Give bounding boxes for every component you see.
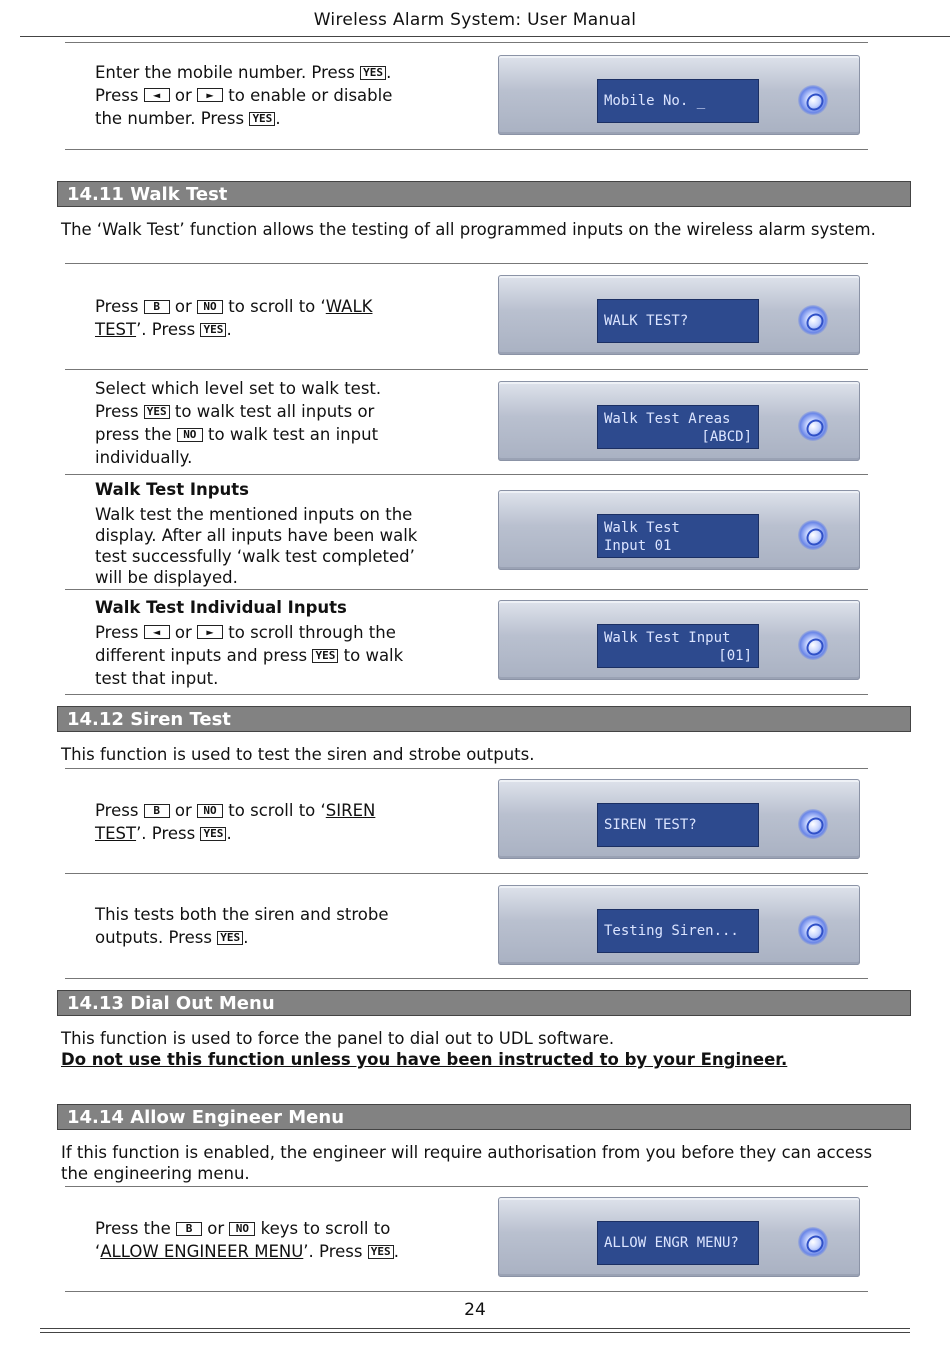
divider — [65, 694, 868, 695]
keypad-display-panel — [498, 885, 860, 965]
step-text: Press — [95, 297, 144, 316]
b-key-icon: B — [144, 804, 170, 818]
step-text: or — [169, 86, 198, 105]
step-text: Press — [95, 623, 144, 642]
menu-name: TEST — [95, 824, 137, 843]
step-title: Walk Test Individual Inputs — [95, 598, 347, 617]
walk-test-step-4 — [95, 596, 435, 690]
wireless-logo-icon — [798, 630, 828, 660]
keypad-display-panel — [498, 779, 860, 859]
menu-name: ALLOW ENGINEER MENU — [100, 1242, 304, 1261]
wireless-logo-icon — [798, 809, 828, 839]
divider — [65, 589, 868, 590]
section-heading-siren-test: 14.12 Siren Test — [57, 706, 911, 732]
section-heading-dial-out-menu: 14.13 Dial Out Menu — [57, 990, 911, 1016]
wireless-logo-icon — [798, 305, 828, 335]
yes-key-icon: YES — [200, 323, 226, 337]
walk-test-step-3 — [95, 479, 435, 588]
yes-key-icon: YES — [200, 827, 226, 841]
step-text: outputs. Press — [95, 928, 218, 947]
menu-name: WALK — [325, 297, 373, 316]
wireless-logo-icon — [798, 411, 828, 441]
step-text: press the — [95, 425, 177, 444]
lcd-screen — [597, 405, 759, 449]
lcd-screen: Mobile No. _ — [597, 79, 759, 123]
allow-engineer-step-1: Press the B or NO keys to scroll to ‘ALLOW ENGINEER MENU’. Press YES . — [95, 1219, 399, 1261]
lcd-line-1: Walk Test — [604, 520, 680, 536]
step-title: Walk Test Inputs — [95, 480, 249, 499]
no-key-icon: NO — [197, 300, 223, 314]
step-text: different inputs and press — [95, 646, 313, 665]
walk-test-intro: The ‘Walk Test’ function allows the testing of all programmed inputs on the wireless alarm system. — [61, 220, 876, 239]
left-arrow-key-icon: ◄ — [144, 625, 170, 639]
walk-test-step-1: Press B or NO to scroll to ‘WALK TEST’. Press YES . — [95, 297, 373, 339]
step-text: to scroll to ‘ — [223, 297, 326, 316]
step-text: Walk test the mentioned inputs on the display. After all inputs have been walk test successfully ‘walk test completed’ will be displayed. — [95, 505, 418, 587]
step-text: to scroll to ‘ — [223, 801, 326, 820]
wireless-logo-icon — [798, 915, 828, 945]
wireless-logo-icon — [798, 85, 828, 115]
dial-out-intro: This function is used to force the panel to dial out to UDL software. — [61, 1029, 615, 1048]
page-number: 24 — [464, 1300, 486, 1320]
divider — [65, 978, 868, 979]
siren-test-step-1: Press B or NO to scroll to ‘SIREN TEST’. Press YES . — [95, 801, 376, 843]
engineer-warning: Do not use this function unless you have been instructed to by your Engineer. — [61, 1050, 788, 1069]
lcd-screen — [597, 514, 759, 558]
step-text: Press the — [95, 1219, 176, 1238]
step-text: individually. — [95, 448, 193, 467]
footer-rule — [40, 1328, 910, 1329]
step-text: ’. Press — [136, 320, 201, 339]
header-rule — [20, 36, 950, 37]
section-heading-allow-engineer-menu: 14.14 Allow Engineer Menu — [57, 1104, 911, 1130]
step-text: the number. Press — [95, 109, 250, 128]
yes-key-icon: YES — [368, 1245, 394, 1259]
page-header-title: Wireless Alarm System: User Manual — [313, 10, 637, 30]
wireless-logo-icon — [798, 1227, 828, 1257]
step-text: to walk test all inputs or — [169, 402, 375, 421]
keypad-display-panel — [498, 600, 860, 680]
keypad-display-panel — [498, 1197, 860, 1277]
step-text: to scroll through the — [223, 623, 396, 642]
siren-test-intro: This function is used to test the siren and strobe outputs. — [61, 745, 535, 764]
lcd-line-2: [ABCD] — [701, 429, 752, 445]
no-key-icon: NO — [229, 1222, 255, 1236]
divider — [65, 369, 868, 370]
step-text: Press — [95, 86, 144, 105]
step-text: or — [169, 801, 198, 820]
step-text: test that input. — [95, 669, 219, 688]
wireless-logo-icon — [798, 520, 828, 550]
yes-key-icon: YES — [144, 405, 170, 419]
step-text: to walk test an input — [202, 425, 379, 444]
b-key-icon: B — [176, 1222, 202, 1236]
divider — [65, 1291, 868, 1292]
step-text: or — [202, 1219, 230, 1238]
keypad-display-panel — [498, 275, 860, 355]
footer-rule — [40, 1332, 910, 1333]
lcd-line-1: Walk Test Areas — [604, 411, 731, 427]
b-key-icon: B — [144, 300, 170, 314]
step-text: Select which level set to walk test. — [95, 379, 382, 398]
lcd-line-2: [01] — [718, 648, 752, 664]
menu-name: TEST — [95, 320, 137, 339]
divider — [65, 474, 868, 475]
divider — [65, 768, 868, 769]
step-text: ’. Press — [136, 824, 201, 843]
step-text: or — [169, 623, 198, 642]
step-text: to enable or disable — [223, 86, 393, 105]
yes-key-icon: YES — [217, 931, 243, 945]
lcd-screen: ALLOW ENGR MENU? — [597, 1221, 759, 1265]
step-text: or — [169, 297, 198, 316]
step-text: Press — [95, 801, 144, 820]
lcd-screen: Testing Siren... — [597, 909, 759, 953]
right-arrow-key-icon: ► — [197, 625, 223, 639]
divider — [65, 42, 868, 43]
step-text: ’. Press — [303, 1242, 368, 1261]
menu-name: SIREN — [325, 801, 376, 820]
step-text: keys to scroll to — [255, 1219, 391, 1238]
siren-test-step-2: This tests both the siren and strobe outputs. Press YES . — [95, 905, 389, 947]
keypad-display-panel — [498, 381, 860, 461]
divider — [65, 149, 868, 150]
yes-key-icon: YES — [360, 66, 386, 80]
keypad-display-panel — [498, 55, 860, 135]
step-text: Press — [95, 402, 144, 421]
keypad-display-panel — [498, 490, 860, 570]
yes-key-icon: YES — [312, 649, 338, 663]
lcd-line-1: Walk Test Input — [604, 630, 731, 646]
no-key-icon: NO — [197, 804, 223, 818]
left-arrow-key-icon: ◄ — [144, 88, 170, 102]
mobile-step-text: Enter the mobile number. Press YES . Press ◄ or ► to enable or disable the number. Press YES . — [95, 63, 393, 128]
allow-engineer-intro: If this function is enabled, the engineer will require authorisation from you before they can access the engineering menu. — [61, 1143, 873, 1183]
lcd-screen — [597, 624, 759, 668]
lcd-screen: SIREN TEST? — [597, 803, 759, 847]
lcd-screen: WALK TEST? — [597, 299, 759, 343]
divider — [65, 873, 868, 874]
step-text: This tests both the siren and strobe — [95, 905, 389, 924]
step-text: Enter the mobile number. Press — [95, 63, 361, 82]
walk-test-step-2 — [95, 377, 435, 469]
right-arrow-key-icon: ► — [197, 88, 223, 102]
section-heading-walk-test: 14.11 Walk Test — [57, 181, 911, 207]
lcd-line-2: Input 01 — [604, 538, 672, 554]
step-text: ‘ — [95, 1242, 101, 1261]
divider — [65, 1186, 868, 1187]
divider — [65, 263, 868, 264]
no-key-icon: NO — [177, 428, 203, 442]
step-text: to walk — [338, 646, 404, 665]
yes-key-icon: YES — [249, 112, 275, 126]
